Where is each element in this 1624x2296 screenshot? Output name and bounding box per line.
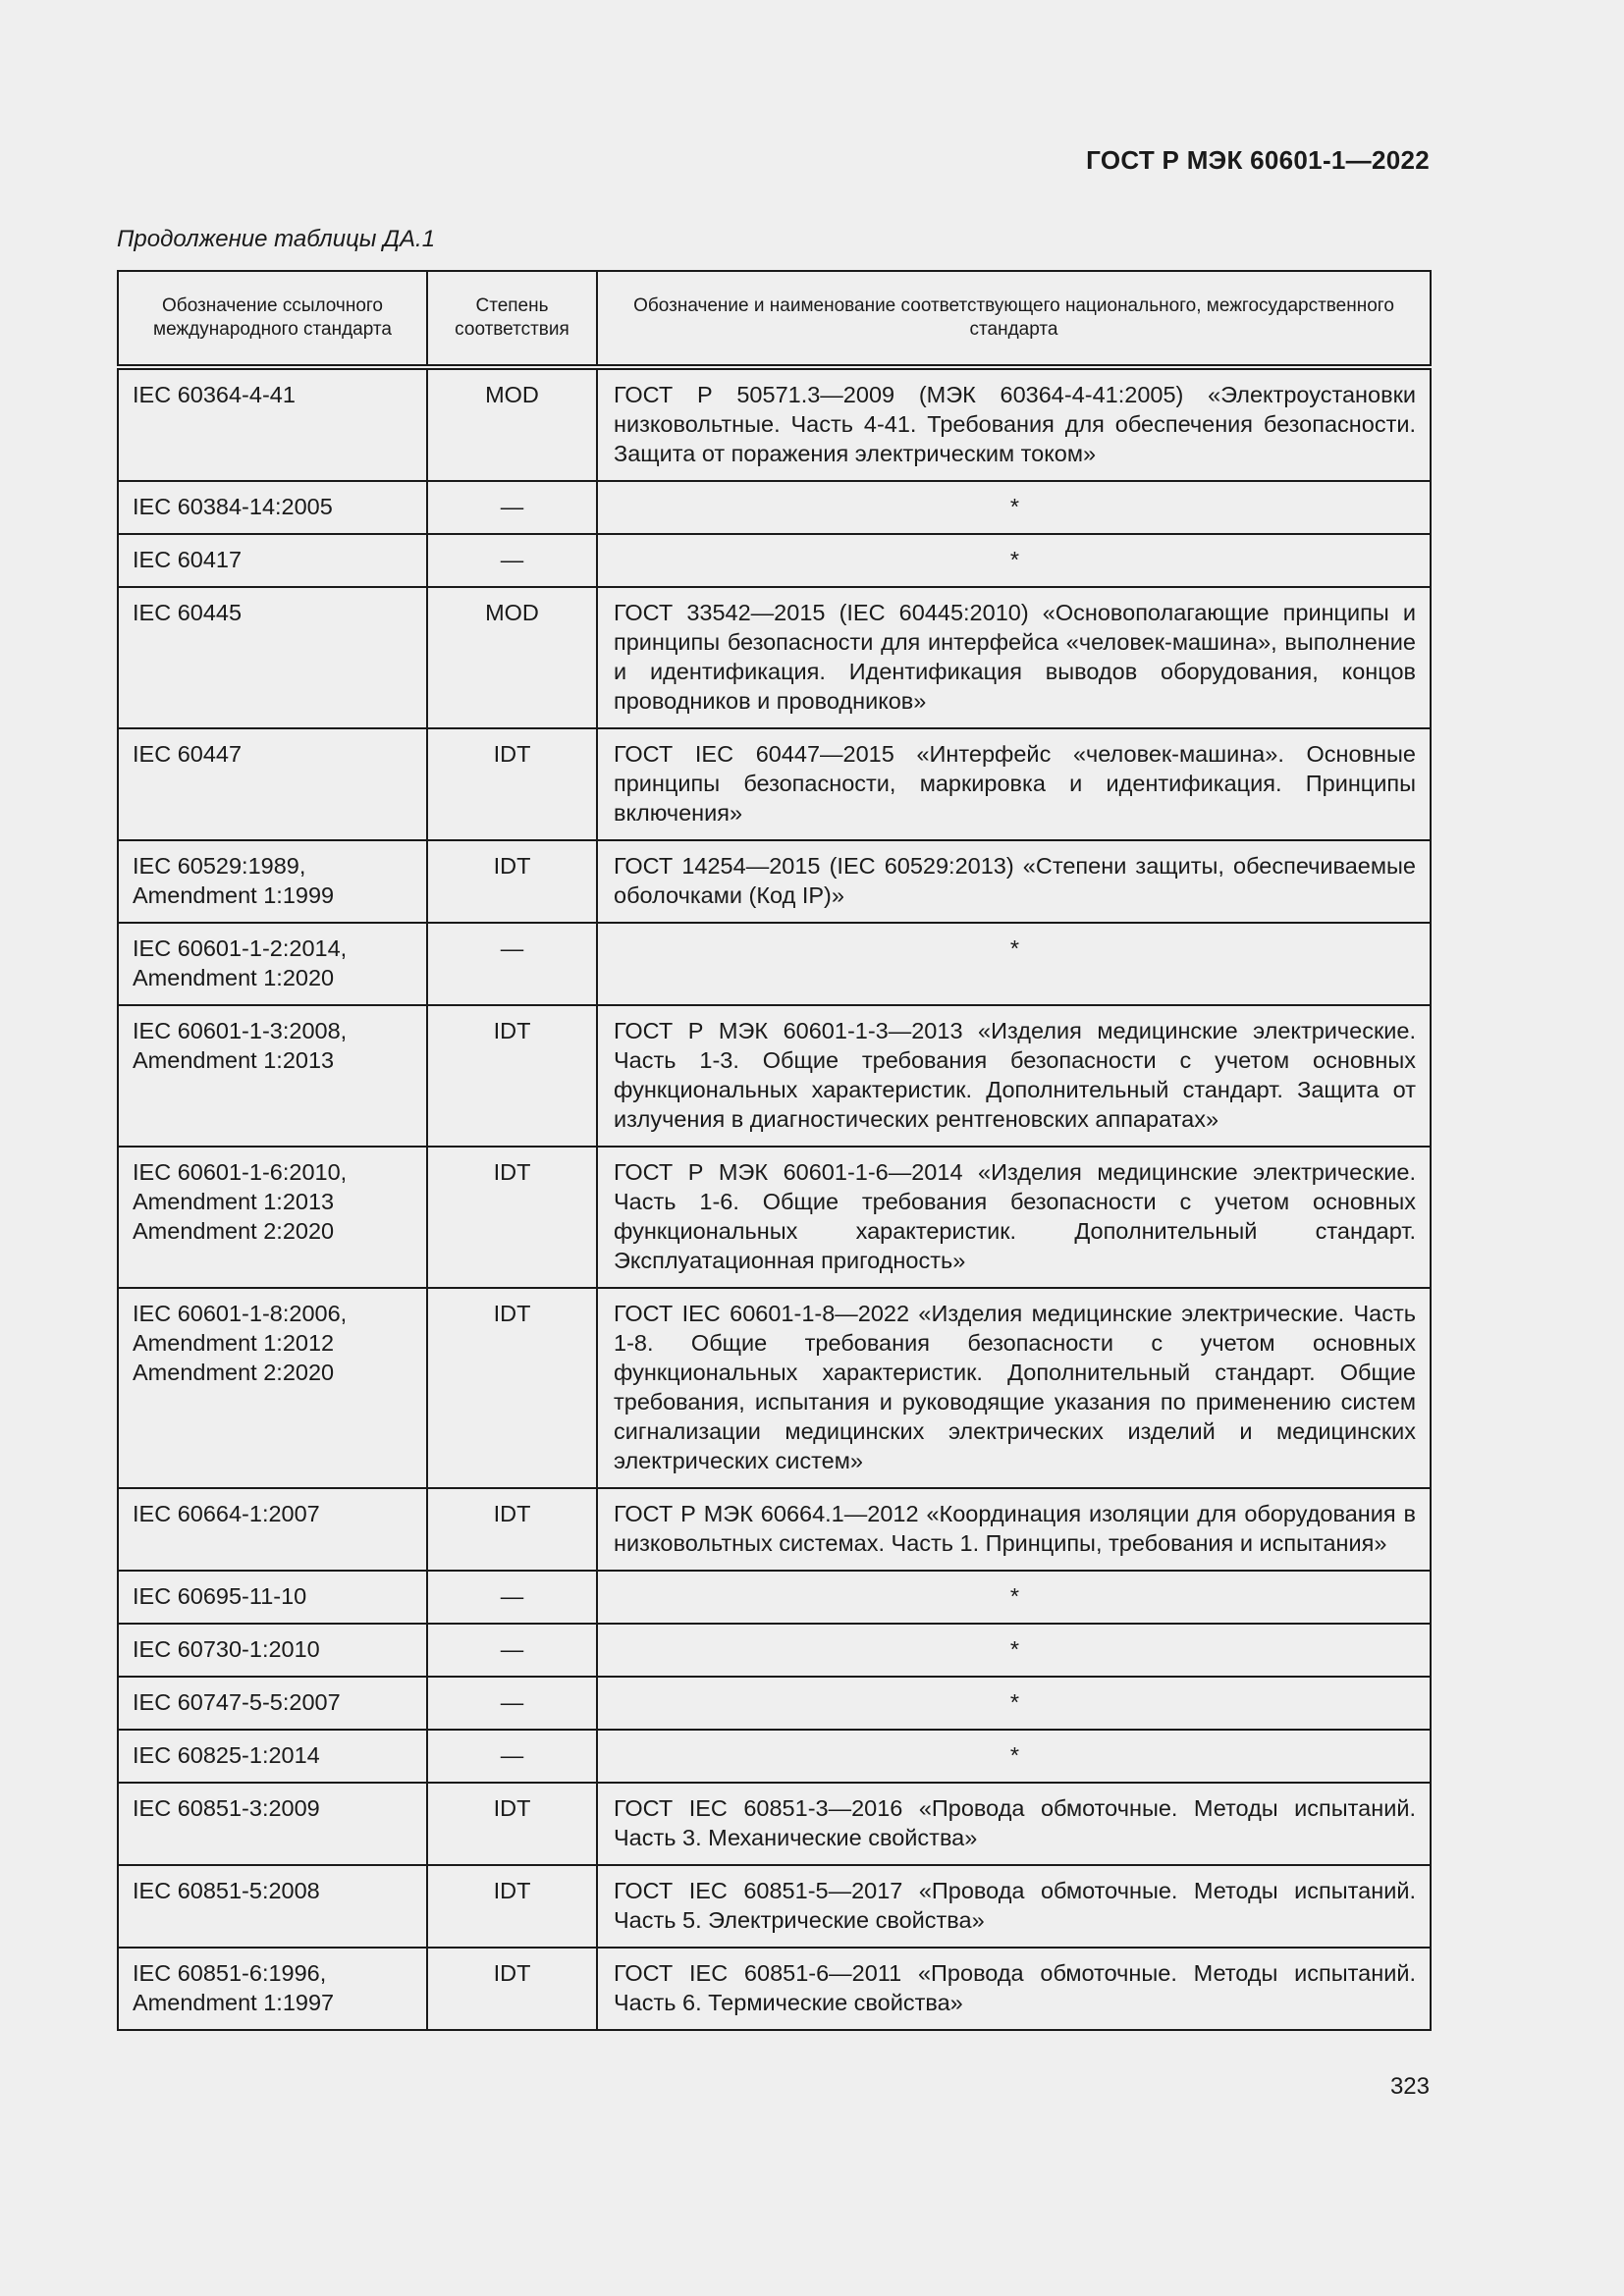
cell-national-standard: ГОСТ IEC 60601-1-8—2022 «Изделия медицинские электрические. Часть 1-8. Общие требования безопасности с учетом основных функциональных характеристик. Дополнительный стандарт. Общие требования, испытания и руководящие указания по применению систем сигнализации медицинских электрических изделий и медицинских электрических систем» xyxy=(597,1288,1431,1488)
cell-national-standard: ГОСТ IEC 60851-3—2016 «Провода обмоточные. Методы испытаний. Часть 3. Механические свойства» xyxy=(597,1783,1431,1865)
cell-degree: IDT xyxy=(427,840,597,923)
cell-degree: — xyxy=(427,1624,597,1677)
cell-reference-standard: IEC 60695-11-10 xyxy=(118,1571,427,1624)
table-row xyxy=(118,1488,1431,1571)
table-row xyxy=(118,1948,1431,2030)
table-body xyxy=(118,367,1431,2030)
cell-national-standard: ГОСТ IEC 60851-6—2011 «Провода обмоточные. Методы испытаний. Часть 6. Термические свойства» xyxy=(597,1948,1431,2030)
cell-national-standard: ГОСТ 14254—2015 (IEC 60529:2013) «Степени защиты, обеспечиваемые оболочками (Код IP)» xyxy=(597,840,1431,923)
page-number: 323 xyxy=(1389,2073,1430,2100)
cell-reference-standard: IEC 60447 xyxy=(118,728,427,840)
cell-national-standard: * xyxy=(597,1677,1431,1730)
table-row xyxy=(118,367,1431,481)
table-row xyxy=(118,1783,1431,1865)
cell-reference-standard: IEC 60364-4-41 xyxy=(118,367,427,481)
table-row xyxy=(118,840,1431,923)
table-row xyxy=(118,1571,1431,1624)
cell-degree: — xyxy=(427,1571,597,1624)
cell-reference-standard: IEC 60601-1-2:2014, Amendment 1:2020 xyxy=(118,923,427,1005)
cell-national-standard: ГОСТ Р МЭК 60664.1—2012 «Координация изоляции для оборудования в низковольтных системах. Часть 1. Принципы, требования и испытания» xyxy=(597,1488,1431,1571)
cell-reference-standard: IEC 60384-14:2005 xyxy=(118,481,427,534)
cell-reference-standard: IEC 60601-1-8:2006, Amendment 1:2012 Amendment 2:2020 xyxy=(118,1288,427,1488)
cell-reference-standard: IEC 60664-1:2007 xyxy=(118,1488,427,1571)
table-caption: Продолжение таблицы ДА.1 xyxy=(117,226,436,252)
cell-degree: MOD xyxy=(427,367,597,481)
table-row xyxy=(118,1624,1431,1677)
header-national-standard: Обозначение и наименование соответствующего национального, межгосударственного стандарта xyxy=(597,271,1431,367)
cell-national-standard: ГОСТ Р МЭК 60601-1-3—2013 «Изделия медицинские электрические. Часть 1-3. Общие требования безопасности с учетом основных функциональных характеристик. Дополнительный стандарт. Защита от излучения в диагностических рентгеновских аппаратах» xyxy=(597,1005,1431,1147)
cell-degree: IDT xyxy=(427,1948,597,2030)
table-row xyxy=(118,481,1431,534)
document-header: ГОСТ Р МЭК 60601-1—2022 xyxy=(1086,145,1430,175)
cell-national-standard: * xyxy=(597,481,1431,534)
table-row xyxy=(118,1005,1431,1147)
standards-table xyxy=(117,270,1432,2031)
cell-national-standard: ГОСТ Р МЭК 60601-1-6—2014 «Изделия медицинские электрические. Часть 1-6. Общие требования безопасности с учетом основных функциональных характеристик. Дополнительный стандарт. Эксплуатационная пригодность» xyxy=(597,1147,1431,1288)
cell-degree: IDT xyxy=(427,1783,597,1865)
table-row xyxy=(118,1865,1431,1948)
header-ref-standard: Обозначение ссылочного международного стандарта xyxy=(118,271,427,367)
cell-degree: IDT xyxy=(427,1865,597,1948)
cell-national-standard: * xyxy=(597,1571,1431,1624)
cell-degree: IDT xyxy=(427,728,597,840)
table-row xyxy=(118,534,1431,587)
cell-national-standard: ГОСТ IEC 60851-5—2017 «Провода обмоточные. Методы испытаний. Часть 5. Электрические свойства» xyxy=(597,1865,1431,1948)
table-row xyxy=(118,1677,1431,1730)
table-row xyxy=(118,1730,1431,1783)
cell-reference-standard: IEC 60601-1-6:2010, Amendment 1:2013 Amendment 2:2020 xyxy=(118,1147,427,1288)
cell-degree: — xyxy=(427,1730,597,1783)
cell-degree: IDT xyxy=(427,1147,597,1288)
table-row xyxy=(118,1147,1431,1288)
cell-degree: — xyxy=(427,923,597,1005)
cell-degree: IDT xyxy=(427,1288,597,1488)
cell-reference-standard: IEC 60445 xyxy=(118,587,427,728)
cell-national-standard: * xyxy=(597,923,1431,1005)
cell-degree: IDT xyxy=(427,1488,597,1571)
cell-reference-standard: IEC 60851-3:2009 xyxy=(118,1783,427,1865)
table-header-row xyxy=(118,271,1431,367)
cell-reference-standard: IEC 60825-1:2014 xyxy=(118,1730,427,1783)
cell-national-standard: ГОСТ Р 50571.3—2009 (МЭК 60364-4-41:2005) «Электроустановки низковольтные. Часть 4-41. Требования для обеспечения безопасности. Защита от поражения электрическим током» xyxy=(597,367,1431,481)
header-degree: Степень соответствия xyxy=(427,271,597,367)
cell-national-standard: * xyxy=(597,1624,1431,1677)
cell-national-standard: * xyxy=(597,1730,1431,1783)
cell-reference-standard: IEC 60417 xyxy=(118,534,427,587)
table-row xyxy=(118,923,1431,1005)
cell-reference-standard: IEC 60851-5:2008 xyxy=(118,1865,427,1948)
cell-degree: MOD xyxy=(427,587,597,728)
cell-degree: — xyxy=(427,1677,597,1730)
cell-reference-standard: IEC 60851-6:1996, Amendment 1:1997 xyxy=(118,1948,427,2030)
cell-degree: IDT xyxy=(427,1005,597,1147)
cell-reference-standard: IEC 60601-1-3:2008, Amendment 1:2013 xyxy=(118,1005,427,1147)
cell-national-standard: ГОСТ 33542—2015 (IEC 60445:2010) «Основополагающие принципы и принципы безопасности для интерфейса «человек-машина», выполнение и идентификация. Идентификация выводов оборудования, концов проводников и проводников» xyxy=(597,587,1431,728)
cell-national-standard: * xyxy=(597,534,1431,587)
cell-degree: — xyxy=(427,481,597,534)
table-row xyxy=(118,587,1431,728)
cell-degree: — xyxy=(427,534,597,587)
cell-national-standard: ГОСТ IEC 60447—2015 «Интерфейс «человек-машина». Основные принципы безопасности, маркировка и идентификация. Принципы включения» xyxy=(597,728,1431,840)
table-row xyxy=(118,1288,1431,1488)
cell-reference-standard: IEC 60529:1989, Amendment 1:1999 xyxy=(118,840,427,923)
cell-reference-standard: IEC 60730-1:2010 xyxy=(118,1624,427,1677)
cell-reference-standard: IEC 60747-5-5:2007 xyxy=(118,1677,427,1730)
table-row xyxy=(118,728,1431,840)
